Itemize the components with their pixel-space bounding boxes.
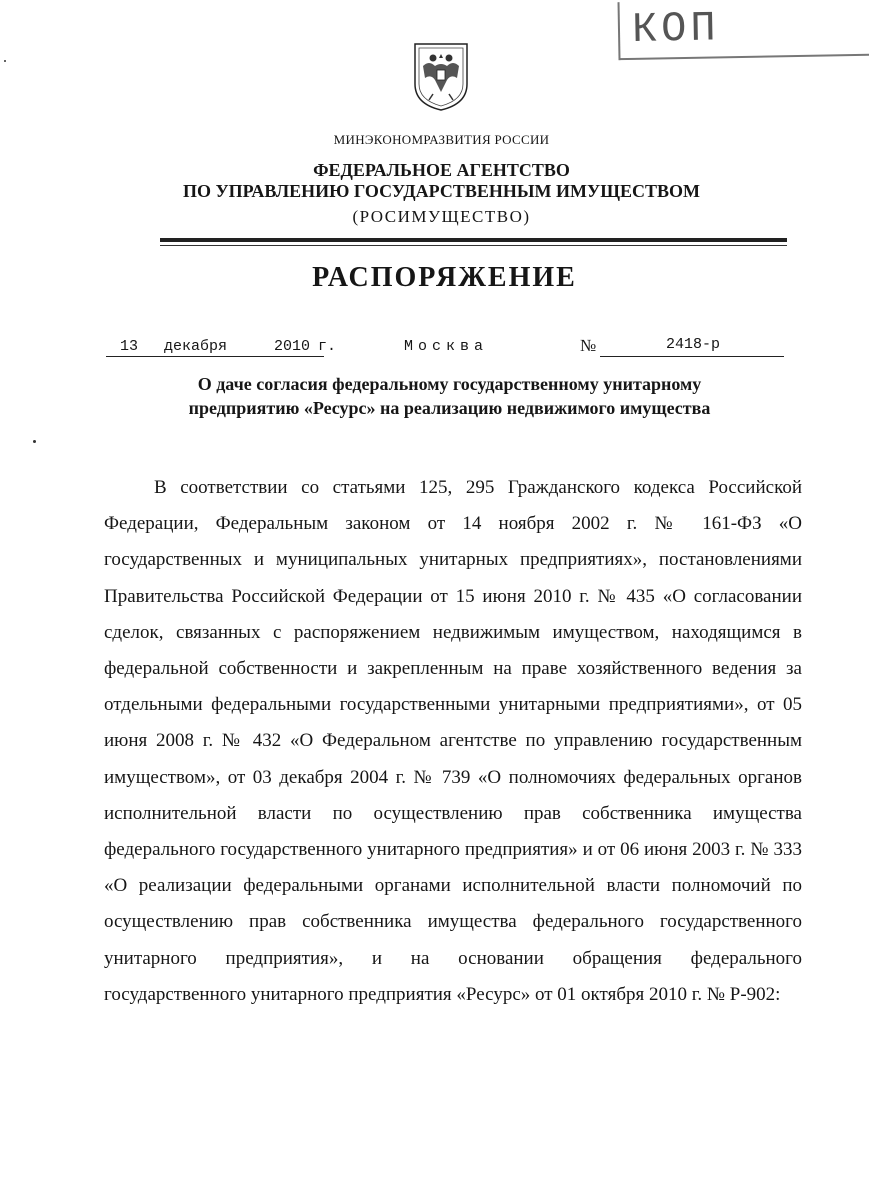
scan-speck — [4, 60, 6, 62]
number-field — [600, 336, 784, 357]
russian-coat-of-arms-icon — [411, 40, 471, 112]
document-subject — [0, 372, 869, 420]
date-day: 13 — [120, 338, 139, 355]
document-type-title: РАСПОРЯЖЕНИЕ — [312, 262, 577, 293]
number-sign: № — [580, 336, 597, 355]
document-number: 2418-р — [666, 336, 721, 353]
city: Москва — [404, 338, 489, 355]
copy-stamp: КОП — [618, 0, 869, 60]
subject-line1: О даче согласия федеральному государственному унитарному — [197, 374, 702, 394]
agency-name-line1: ФЕДЕРАЛЬНОЕ АГЕНТСТВО — [313, 160, 570, 180]
subject-line2: предприятию «Ресурс» на реализацию недвижимого имущества — [188, 398, 711, 418]
scan-speck — [33, 440, 36, 443]
header-rule-thick — [160, 238, 787, 242]
agency-short-name: (РОСИМУЩЕСТВО) — [352, 207, 531, 226]
agency-name-line2: ПО УПРАВЛЕНИЮ ГОСУДАРСТВЕННЫМ ИМУЩЕСТВОМ — [182, 181, 701, 201]
agency-name — [0, 160, 869, 202]
date-month: декабря — [164, 338, 228, 355]
body-paragraph: В соответствии со статьями 125, 295 Гражданского кодекса Российской Федерации, Федеральным законом от 14 ноября 2002 г. № 161-ФЗ «О государственных и муниципальных унитарных предприятиях», постановлениями Правительства Российской Федерации от 15 июня 2010 г. № 435 «О согласовании сделок, связанных с распоряжением недвижимым имуществом, находящимся в федеральной собственности и закрепленным на праве хозяйственного ведения за отдельными федеральными государственными унитарными предприятиями», от 05 июня 2008 г. № 432 «О Федеральном агентстве по управлению государственным имуществом», от 03 декабря 2004 г. № 739 «О полномочиях федеральных органов исполнительной власти по осуществлению прав собственника имущества федерального государственного унитарного предприятия» и от 06 июня 2003 г. № 333 «О реализации федеральными органами исполнительной власти полномочий по осуществлению прав собственника имущества федерального государственного унитарного предприятия», и на основании обращения федерального государственного унитарного предприятия «Ресурс» от 01 октября 2010 г. № Р-902: — [104, 477, 802, 1005]
date-year: 2010 — [274, 338, 311, 355]
date-field — [106, 336, 324, 357]
header-rule-thin — [160, 245, 787, 246]
document-meta-row — [106, 336, 786, 360]
date-suffix: г. — [318, 338, 337, 355]
ministry-name: МИНЭКОНОМРАЗВИТИЯ РОССИИ — [333, 132, 550, 147]
